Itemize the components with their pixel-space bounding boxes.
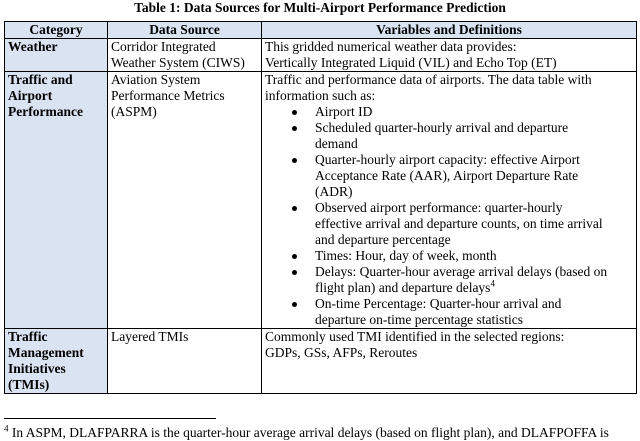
footnote-rule (4, 418, 216, 419)
header-variables: Variables and Definitions (262, 22, 637, 39)
row-tmi (5, 329, 637, 394)
list-item: Airport ID (265, 104, 633, 120)
traffic-variable-list (265, 104, 633, 328)
row-weather (5, 39, 637, 72)
table-caption: Table 1: Data Sources for Multi-Airport Performance Prediction (134, 0, 506, 15)
row-traffic (5, 72, 637, 329)
footnote-reference: 4 (490, 278, 495, 289)
list-item: On-time Percentage: Quarter-hour arrival and departure on-time percentage statistics (265, 296, 633, 328)
tmi-category: Traffic Management Initiatives (TMIs) (5, 329, 108, 394)
weather-source: Corridor Integrated Weather System (CIWS) (108, 39, 262, 72)
list-item: Times: Hour, day of week, month (265, 248, 633, 264)
traffic-description: Traffic and performance data of airports. The data table with information such as: Airport ID Scheduled quarter-hourly arrival and departure demand Quarter-hourly airport capacity: effective Airport Acceptance Rate (AAR), Airport Departure Rate (ADR) Observed airport performance: quarter-hourly effective arrival and departure counts, on time arrival and departure percentage Times: Hour, day of week, month Delays: Quarter-hour average arrival delays (based on flight plan) and departure delays$^4$ On-time Percentage: Quarter-hour arrival and departure on-time percentage statistics (262, 72, 637, 329)
list-item: Scheduled quarter-hourly arrival and departure demand (265, 120, 633, 152)
header-category: Category (5, 22, 108, 39)
tmi-source: Layered TMIs (108, 329, 262, 394)
header-row (5, 22, 637, 39)
traffic-source: Aviation System Performance Metrics (ASPM) (108, 72, 262, 329)
traffic-category: Traffic and Airport Performance (5, 72, 108, 329)
weather-category: Weather (5, 39, 108, 72)
list-item: Delays: Quarter-hour average arrival delays (based on flight plan) and departure delays$^4$ (265, 264, 633, 296)
weather-description: This gridded numerical weather data provides: Vertically Integrated Liquid (VIL) and Echo Top (ET) (262, 39, 637, 72)
list-item: Observed airport performance: quarter-hourly effective arrival and departure counts, on time arrival and departure percentage (265, 200, 633, 248)
tmi-description: Commonly used TMI identified in the selected regions: GDPs, GSs, AFPs, Reroutes (262, 329, 637, 394)
footnote: $^4$ In ASPM, DLAFPARRA is the quarter-hour average arrival delays (based on flight plan), and DLAFPOFFA is (4, 423, 609, 440)
data-sources-table (4, 21, 637, 394)
header-data-source: Data Source (108, 22, 262, 39)
list-item: Quarter-hourly airport capacity: effective Airport Acceptance Rate (AAR), Airport Departure Rate (ADR) (265, 152, 633, 200)
footnote-marker: 4 (4, 423, 9, 434)
